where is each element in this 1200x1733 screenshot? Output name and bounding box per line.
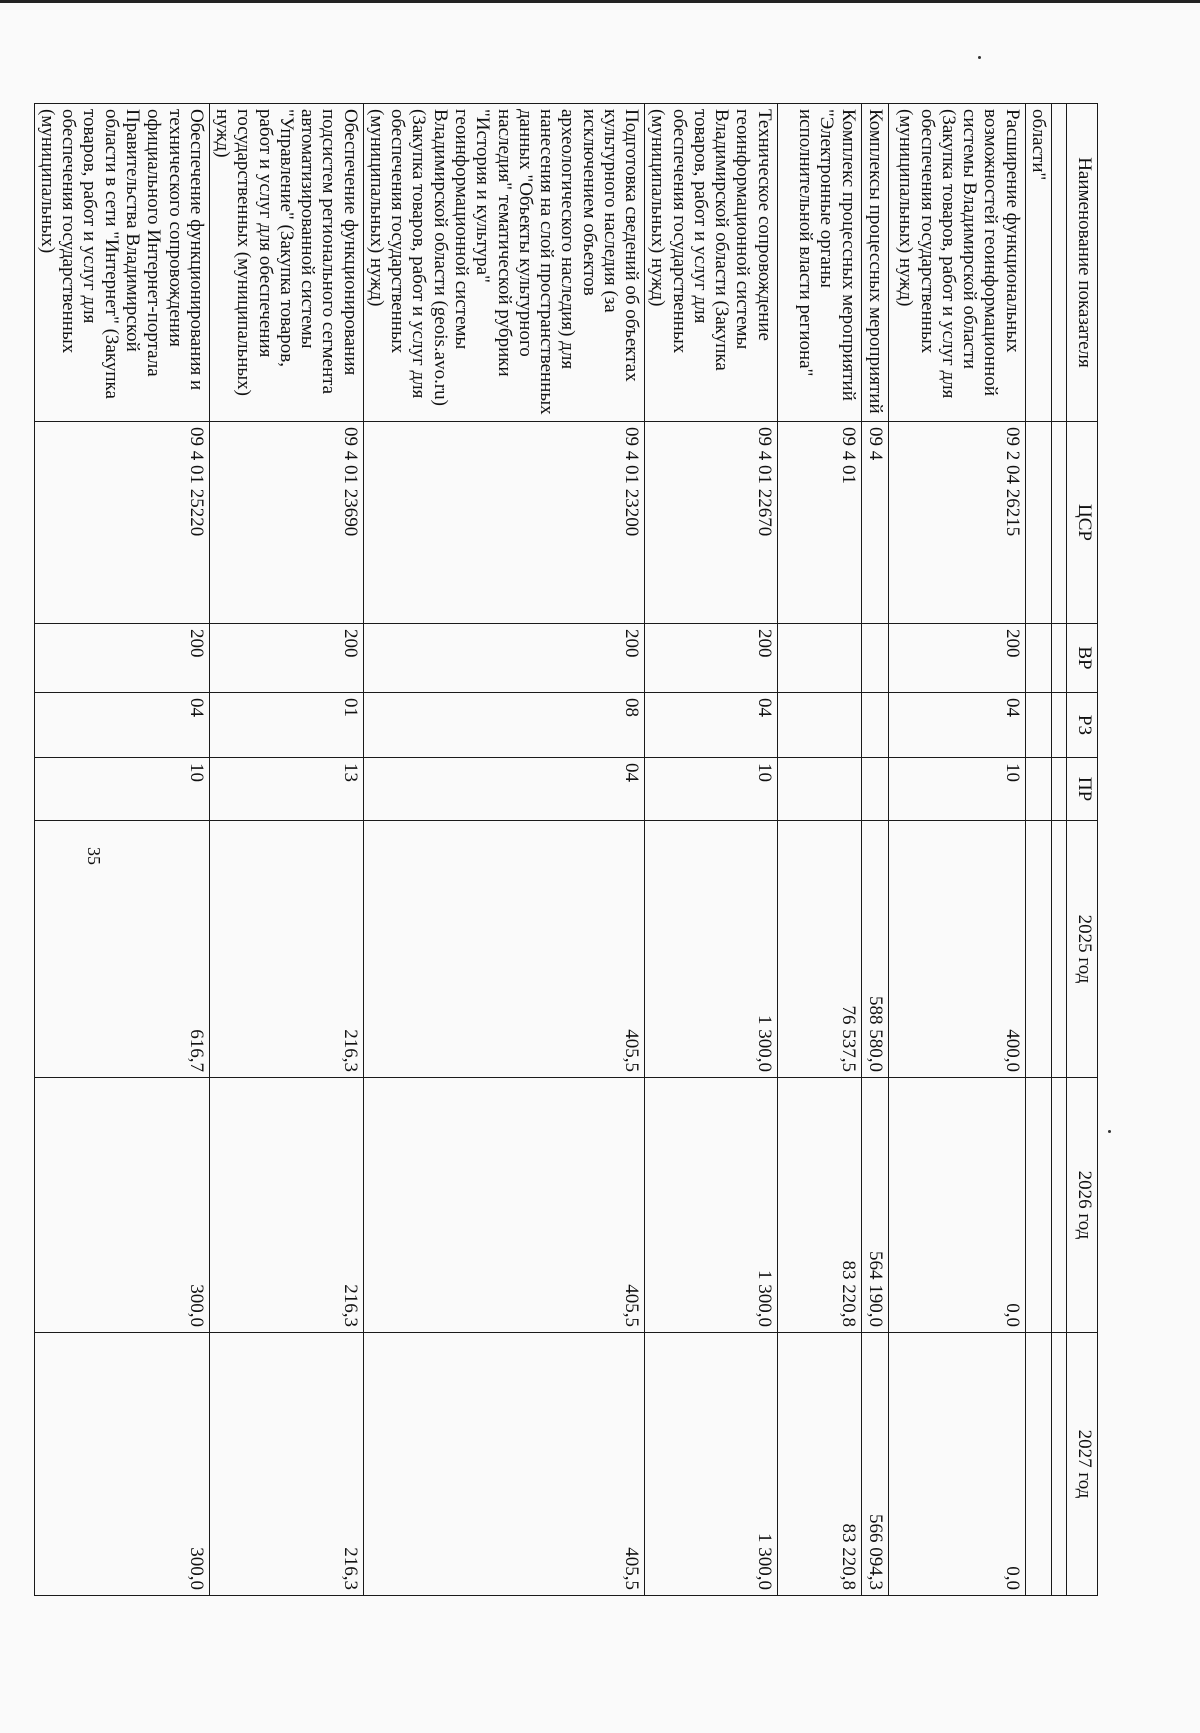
row-2027: 1 300,0	[645, 1333, 778, 1596]
row-2027: 300,0	[34, 1333, 209, 1596]
row-rz	[777, 693, 861, 758]
row-2025: 588 580,0	[861, 821, 888, 1078]
row-name: Техническое сопровождение геоинформационной системы Владимирской области (Закупка товаров, работ и услуг для обеспечения государственных (муниципальных) нужд)	[645, 104, 778, 422]
row-rz: 04	[34, 693, 209, 758]
row-2025	[1025, 821, 1051, 1078]
row-name: Комплекс процессных мероприятий "Электронные органы исполнительной власти региона"	[777, 104, 861, 422]
table-row	[1025, 104, 1051, 1596]
header-vr: ВР	[1067, 624, 1098, 693]
row-2025: 216,3	[209, 821, 363, 1078]
table-row	[363, 104, 644, 1596]
scan-speck	[978, 56, 981, 59]
row-2026: 83 220,8	[777, 1078, 861, 1333]
page-number: 35	[84, 847, 104, 865]
row-2026: 216,3	[209, 1078, 363, 1333]
row-rz: 01	[209, 693, 363, 758]
row-csr: 09 4 01	[777, 422, 861, 624]
row-name: Обеспечение функционирования и технического сопровождения официального Интернет-портала Правительства Владимирской области в сети "Интернет" (Закупка товаров, работ и услуг для обеспечения государственных (муниципальных)	[34, 104, 209, 422]
row-2025: 76 537,5	[777, 821, 861, 1078]
row-2025: 616,7	[34, 821, 209, 1078]
row-csr: 09 4 01 25220	[34, 422, 209, 624]
table-row	[888, 104, 1025, 1596]
row-pr	[777, 758, 861, 821]
header-2027: 2027 год	[1067, 1333, 1098, 1596]
row-vr	[861, 624, 888, 693]
row-vr: 200	[363, 624, 644, 693]
row-vr: 200	[888, 624, 1025, 693]
row-name: Подготовка сведений об объектах культурного наследия (за исключением объектов археологического наследия) для нанесения на слой пространственных данных "Объекты культурного наследия" тематической рубрики "История и культура" геоинформационной системы Владимирской области (geois.avo.ru) (Закупка товаров, работ и услуг для обеспечения государственных (муниципальных) нужд)	[363, 104, 644, 422]
row-2026: 1 300,0	[645, 1078, 778, 1333]
row-csr: 09 2 04 26215	[888, 422, 1025, 624]
row-rz: 04	[888, 693, 1025, 758]
scan-speck	[1108, 1130, 1111, 1133]
header-csr: ЦСР	[1067, 422, 1098, 624]
row-csr: 09 4 01 22670	[645, 422, 778, 624]
header-2025: 2025 год	[1067, 821, 1098, 1078]
row-csr: 09 4 01 23200	[363, 422, 644, 624]
row-name: Комплексы процессных мероприятий	[861, 104, 888, 422]
row-rz: 08	[363, 693, 644, 758]
row-rz	[861, 693, 888, 758]
page-top-border	[0, 0, 1200, 3]
row-2026	[1025, 1078, 1051, 1333]
row-name: Обеспечение функционирования подсистем регионального сегмента автоматизированной системы "Управление" (Закупка товаров, работ и услуг для обеспечения государственных (муниципальных) нужд)	[209, 104, 363, 422]
row-2025: 400,0	[888, 821, 1025, 1078]
row-pr: 10	[34, 758, 209, 821]
row-2026: 300,0	[34, 1078, 209, 1333]
row-vr	[777, 624, 861, 693]
row-name: Расширение функциональных возможностей геоинформационной системы Владимирской области (Закупка товаров, работ и услуг для обеспечения государственных (муниципальных) нужд)	[888, 104, 1025, 422]
row-pr: 04	[363, 758, 644, 821]
header-2026: 2026 год	[1067, 1078, 1098, 1333]
row-2027: 0,0	[888, 1333, 1025, 1596]
row-vr	[1025, 624, 1051, 693]
row-2026: 0,0	[888, 1078, 1025, 1333]
row-2027: 216,3	[209, 1333, 363, 1596]
table-row	[209, 104, 363, 1596]
row-2025: 1 300,0	[645, 821, 778, 1078]
header-pr: ПР	[1067, 758, 1098, 821]
row-2025: 405,5	[363, 821, 644, 1078]
header-rz: РЗ	[1067, 693, 1098, 758]
table-row	[34, 104, 209, 1596]
row-vr: 200	[209, 624, 363, 693]
row-2027: 405,5	[363, 1333, 644, 1596]
header-name: Наименование показателя	[1067, 104, 1098, 422]
row-2027	[1025, 1333, 1051, 1596]
table-row	[645, 104, 778, 1596]
row-csr	[1025, 422, 1051, 624]
row-pr	[861, 758, 888, 821]
table-row	[861, 104, 888, 1596]
table-row	[777, 104, 861, 1596]
row-rz	[1025, 693, 1051, 758]
row-name: области"	[1025, 104, 1051, 422]
row-pr: 10	[645, 758, 778, 821]
header-spacer-row	[1052, 104, 1067, 1596]
row-2027: 83 220,8	[777, 1333, 861, 1596]
row-2026: 564 190,0	[861, 1078, 888, 1333]
row-vr: 200	[34, 624, 209, 693]
row-rz: 04	[645, 693, 778, 758]
table-header-row	[1067, 104, 1098, 1596]
row-csr: 09 4	[861, 422, 888, 624]
budget-table	[34, 103, 1098, 1596]
row-2027: 566 094,3	[861, 1333, 888, 1596]
row-vr: 200	[645, 624, 778, 693]
row-pr: 10	[888, 758, 1025, 821]
row-pr	[1025, 758, 1051, 821]
row-csr: 09 4 01 23690	[209, 422, 363, 624]
row-pr: 13	[209, 758, 363, 821]
row-2026: 405,5	[363, 1078, 644, 1333]
